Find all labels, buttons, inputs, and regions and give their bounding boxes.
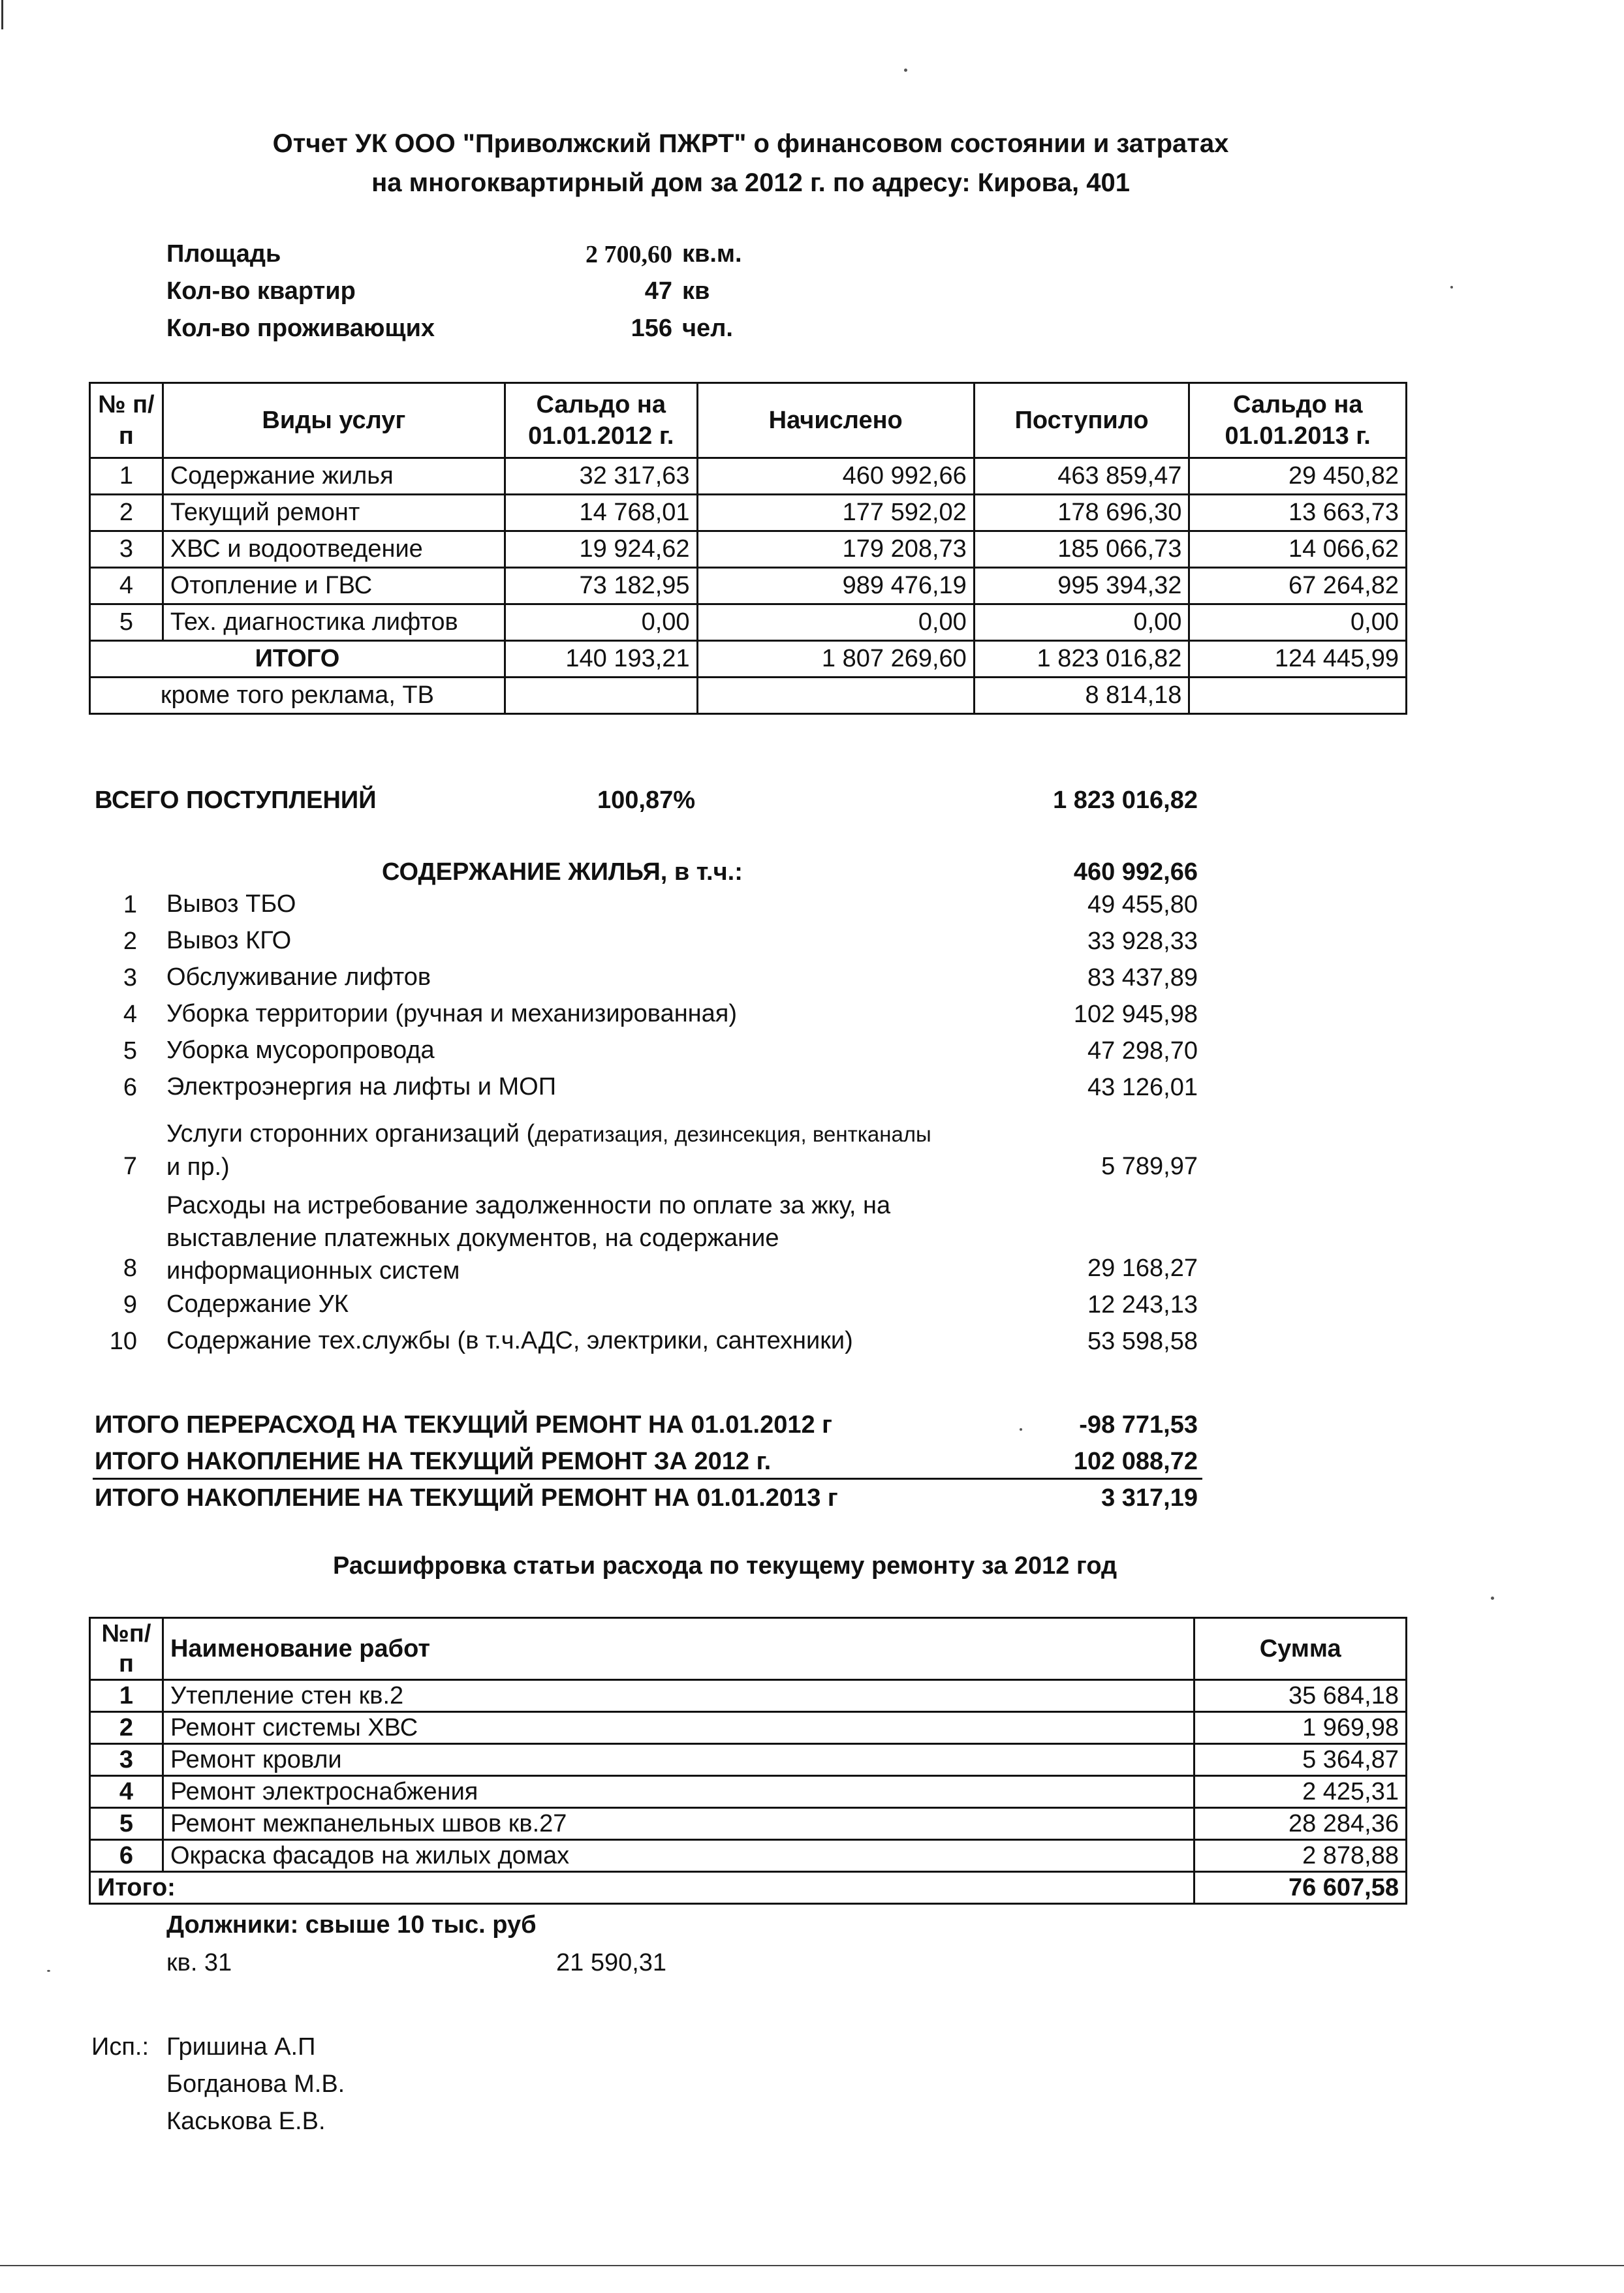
housing-item-text: Содержание тех.службы (в т.ч.АДС, электрики, сантехники) xyxy=(166,1327,853,1354)
total-balance-2012: 140 193,21 xyxy=(505,641,697,678)
total-received: 1 823 016,82 xyxy=(974,641,1189,678)
housing-item-number: 10 xyxy=(109,1328,137,1355)
row-balance-2012: 14 768,01 xyxy=(505,495,697,531)
row-balance-2013: 0,00 xyxy=(1189,604,1407,641)
row-work-name: Ремонт системы ХВС xyxy=(163,1712,1194,1744)
row-number: 6 xyxy=(90,1840,163,1872)
row-number: 5 xyxy=(90,1808,163,1840)
total-receipts-value: 1 823 016,82 xyxy=(1053,787,1198,814)
housing-item-text: Электроэнергия на лифты и МОП xyxy=(166,1073,557,1100)
housing-item-number: 6 xyxy=(123,1074,137,1101)
header-work-name: Наименование работ xyxy=(163,1618,1194,1680)
executor-name: Богданова М.В. xyxy=(166,2070,345,2098)
executors-label: Исп.: xyxy=(91,2033,149,2061)
total-label: ИТОГО xyxy=(90,641,505,678)
housing-item-text-part: Услуги сторонних организаций ( xyxy=(166,1120,535,1147)
extra-empty-cell xyxy=(697,678,974,714)
housing-item-text-part: выставление платежных документов, на содержание xyxy=(166,1224,779,1252)
scan-speck xyxy=(1450,286,1453,289)
table-row xyxy=(90,1808,1407,1840)
table-row xyxy=(90,568,1407,604)
row-charged: 179 208,73 xyxy=(697,531,974,568)
report-title-line1: Отчет УК ООО "Приволжский ПЖРТ" о финансовом состоянии и затратах xyxy=(272,129,1229,158)
row-sum: 2 878,88 xyxy=(1195,1840,1407,1872)
housing-item-value: 12 243,13 xyxy=(1087,1291,1198,1318)
scan-speck xyxy=(1020,1428,1022,1431)
table-row xyxy=(90,495,1407,531)
row-sum: 1 969,98 xyxy=(1195,1712,1407,1744)
housing-item-text xyxy=(166,1117,1002,1183)
row-balance-2013: 13 663,73 xyxy=(1189,495,1407,531)
area-value: 2 700,60 xyxy=(586,241,672,268)
total-row xyxy=(90,641,1407,678)
row-work-name: Утепление стен кв.2 xyxy=(163,1680,1194,1712)
row-service-name: ХВС и водоотведение xyxy=(163,531,505,568)
table-row xyxy=(90,531,1407,568)
housing-item-text-part: информационных систем xyxy=(166,1257,460,1285)
row-number: 1 xyxy=(90,1680,163,1712)
row-received: 463 859,47 xyxy=(974,458,1189,495)
extra-empty-cell xyxy=(505,678,697,714)
scan-edge-mark xyxy=(1,0,3,29)
housing-item-value: 83 437,89 xyxy=(1087,964,1198,991)
housing-item-value: 29 168,27 xyxy=(1087,1255,1198,1282)
total-balance-2013: 124 445,99 xyxy=(1189,641,1407,678)
scan-bottom-line xyxy=(0,2265,1624,2266)
housing-item-text: Вывоз ТБО xyxy=(166,890,296,918)
housing-item-value: 102 945,98 xyxy=(1073,1001,1198,1028)
housing-item-number: 7 xyxy=(123,1153,137,1180)
row-service-name: Тех. диагностика лифтов xyxy=(163,604,505,641)
housing-item-number: 2 xyxy=(123,928,137,955)
row-charged: 177 592,02 xyxy=(697,495,974,531)
housing-item-text xyxy=(166,1189,1002,1287)
row-service-name: Отопление и ГВС xyxy=(163,568,505,604)
row-number: 3 xyxy=(90,531,163,568)
total-receipts-label: ВСЕГО ПОСТУПЛЕНИЙ xyxy=(95,787,377,814)
services-header-row xyxy=(90,383,1407,458)
row-number: 3 xyxy=(90,1744,163,1776)
apartments-label: Кол-во квартир xyxy=(166,277,356,305)
housing-item-text: Вывоз КГО xyxy=(166,927,292,954)
housing-item-text: Содержание УК xyxy=(166,1290,349,1318)
header-number: № п/п xyxy=(90,383,163,458)
housing-item-text-part: дератизация, дезинсекция, вентканалы xyxy=(535,1122,931,1146)
apartments-unit: кв xyxy=(682,277,710,305)
row-number: 4 xyxy=(90,1776,163,1808)
housing-item-text: Обслуживание лифтов xyxy=(166,963,431,991)
repair-overspend-label: ИТОГО ПЕРЕРАСХОД НА ТЕКУЩИЙ РЕМОНТ НА 01.01.2012 г xyxy=(95,1411,832,1439)
table-row xyxy=(90,1840,1407,1872)
repair-accumulation-value: 102 088,72 xyxy=(1073,1448,1198,1475)
header-balance-2012: Сальдо на 01.01.2012 г. xyxy=(505,383,697,458)
header-number: №п/п xyxy=(90,1618,163,1680)
row-work-name: Ремонт межпанельных швов кв.27 xyxy=(163,1808,1194,1840)
housing-item-value: 47 298,70 xyxy=(1087,1037,1198,1065)
repair-table xyxy=(89,1617,1407,1905)
row-balance-2012: 73 182,95 xyxy=(505,568,697,604)
row-sum: 35 684,18 xyxy=(1195,1680,1407,1712)
header-balance-2013: Сальдо на 01.01.2013 г. xyxy=(1189,383,1407,458)
row-received: 995 394,32 xyxy=(974,568,1189,604)
residents-unit: чел. xyxy=(682,315,733,342)
repair-total-sum: 76 607,58 xyxy=(1195,1872,1407,1904)
row-balance-2013: 14 066,62 xyxy=(1189,531,1407,568)
table-row xyxy=(90,1744,1407,1776)
housing-item-text: Уборка мусоропровода xyxy=(166,1037,435,1064)
repair-table-title: Расшифровка статьи расхода по текущему ремонту за 2012 год xyxy=(333,1552,1117,1580)
table-row xyxy=(90,604,1407,641)
repair-accumulation-label: ИТОГО НАКОПЛЕНИЕ НА ТЕКУЩИЙ РЕМОНТ ЗА 2012 г. xyxy=(95,1448,772,1475)
repair-balance-value: 3 317,19 xyxy=(1101,1484,1198,1512)
housing-item-number: 4 xyxy=(123,1001,137,1028)
debtor-apartment: кв. 31 xyxy=(166,1949,232,1976)
apartments-value: 47 xyxy=(644,277,672,305)
housing-item-number: 5 xyxy=(123,1037,137,1065)
row-charged: 460 992,66 xyxy=(697,458,974,495)
housing-item-text: Уборка территории (ручная и механизированная) xyxy=(166,1000,738,1027)
extra-received: 8 814,18 xyxy=(974,678,1189,714)
services-table xyxy=(89,382,1407,715)
row-sum: 2 425,31 xyxy=(1195,1776,1407,1808)
extra-label: кроме того реклама, ТВ xyxy=(90,678,505,714)
repair-overspend-value: -98 771,53 xyxy=(1079,1411,1198,1439)
total-receipts-percent: 100,87% xyxy=(597,787,696,814)
scan-speck xyxy=(1491,1597,1494,1600)
table-row xyxy=(90,1712,1407,1744)
scan-speck xyxy=(904,69,907,72)
row-service-name: Текущий ремонт xyxy=(163,495,505,531)
housing-item-number: 1 xyxy=(123,891,137,918)
row-charged: 989 476,19 xyxy=(697,568,974,604)
row-balance-2013: 29 450,82 xyxy=(1189,458,1407,495)
repair-total-label: Итого: xyxy=(90,1872,1195,1904)
housing-item-number: 9 xyxy=(123,1291,137,1318)
housing-item-value: 33 928,33 xyxy=(1087,928,1198,955)
row-balance-2012: 19 924,62 xyxy=(505,531,697,568)
row-work-name: Ремонт электроснабжения xyxy=(163,1776,1194,1808)
housing-item-value: 53 598,58 xyxy=(1087,1328,1198,1355)
housing-label: СОДЕРЖАНИЕ ЖИЛЬЯ, в т.ч.: xyxy=(382,858,743,886)
scan-speck xyxy=(47,1970,50,1972)
housing-value: 460 992,66 xyxy=(1073,858,1198,886)
row-number: 1 xyxy=(90,458,163,495)
housing-item-number: 3 xyxy=(123,964,137,991)
housing-item-value: 5 789,97 xyxy=(1101,1153,1198,1180)
header-received: Поступило xyxy=(974,383,1189,458)
housing-item-value: 43 126,01 xyxy=(1087,1074,1198,1101)
executor-name: Каськова Е.В. xyxy=(166,2108,326,2135)
residents-label: Кол-во проживающих xyxy=(166,315,435,342)
row-number: 5 xyxy=(90,604,163,641)
debtor-amount: 21 590,31 xyxy=(556,1949,667,1976)
table-row xyxy=(90,1776,1407,1808)
executor-name: Гришина А.П xyxy=(166,2033,316,2061)
row-received: 0,00 xyxy=(974,604,1189,641)
row-number: 4 xyxy=(90,568,163,604)
repair-header-row xyxy=(90,1618,1407,1680)
total-charged: 1 807 269,60 xyxy=(697,641,974,678)
repair-balance-label: ИТОГО НАКОПЛЕНИЕ НА ТЕКУЩИЙ РЕМОНТ НА 01.01.2013 г xyxy=(95,1484,838,1512)
row-balance-2012: 0,00 xyxy=(505,604,697,641)
row-sum: 28 284,36 xyxy=(1195,1808,1407,1840)
row-received: 185 066,73 xyxy=(974,531,1189,568)
row-number: 2 xyxy=(90,495,163,531)
header-sum: Сумма xyxy=(1195,1618,1407,1680)
area-label: Площадь xyxy=(166,240,281,268)
divider-line xyxy=(93,1478,1202,1480)
row-number: 2 xyxy=(90,1712,163,1744)
row-work-name: Окраска фасадов на жилых домах xyxy=(163,1840,1194,1872)
housing-item-value: 49 455,80 xyxy=(1087,891,1198,918)
housing-item-text-part: Расходы на истребование задолженности по оплате за жку, на xyxy=(166,1192,891,1219)
row-work-name: Ремонт кровли xyxy=(163,1744,1194,1776)
header-charged: Начислено xyxy=(697,383,974,458)
header-service-type: Виды услуг xyxy=(163,383,505,458)
table-row xyxy=(90,458,1407,495)
row-sum: 5 364,87 xyxy=(1195,1744,1407,1776)
row-received: 178 696,30 xyxy=(974,495,1189,531)
housing-item-text-part: и пр.) xyxy=(166,1153,230,1181)
residents-value: 156 xyxy=(631,315,672,342)
extra-empty-cell xyxy=(1189,678,1407,714)
housing-item-number: 8 xyxy=(123,1255,137,1282)
table-row xyxy=(90,1680,1407,1712)
report-title-line2: на многоквартирный дом за 2012 г. по адресу: Кирова, 401 xyxy=(371,168,1130,197)
repair-total-row xyxy=(90,1872,1407,1904)
debtors-title: Должники: свыше 10 тыс. руб xyxy=(166,1911,537,1939)
area-unit: кв.м. xyxy=(682,240,742,268)
row-balance-2012: 32 317,63 xyxy=(505,458,697,495)
extra-row xyxy=(90,678,1407,714)
row-balance-2013: 67 264,82 xyxy=(1189,568,1407,604)
row-charged: 0,00 xyxy=(697,604,974,641)
row-service-name: Содержание жилья xyxy=(163,458,505,495)
